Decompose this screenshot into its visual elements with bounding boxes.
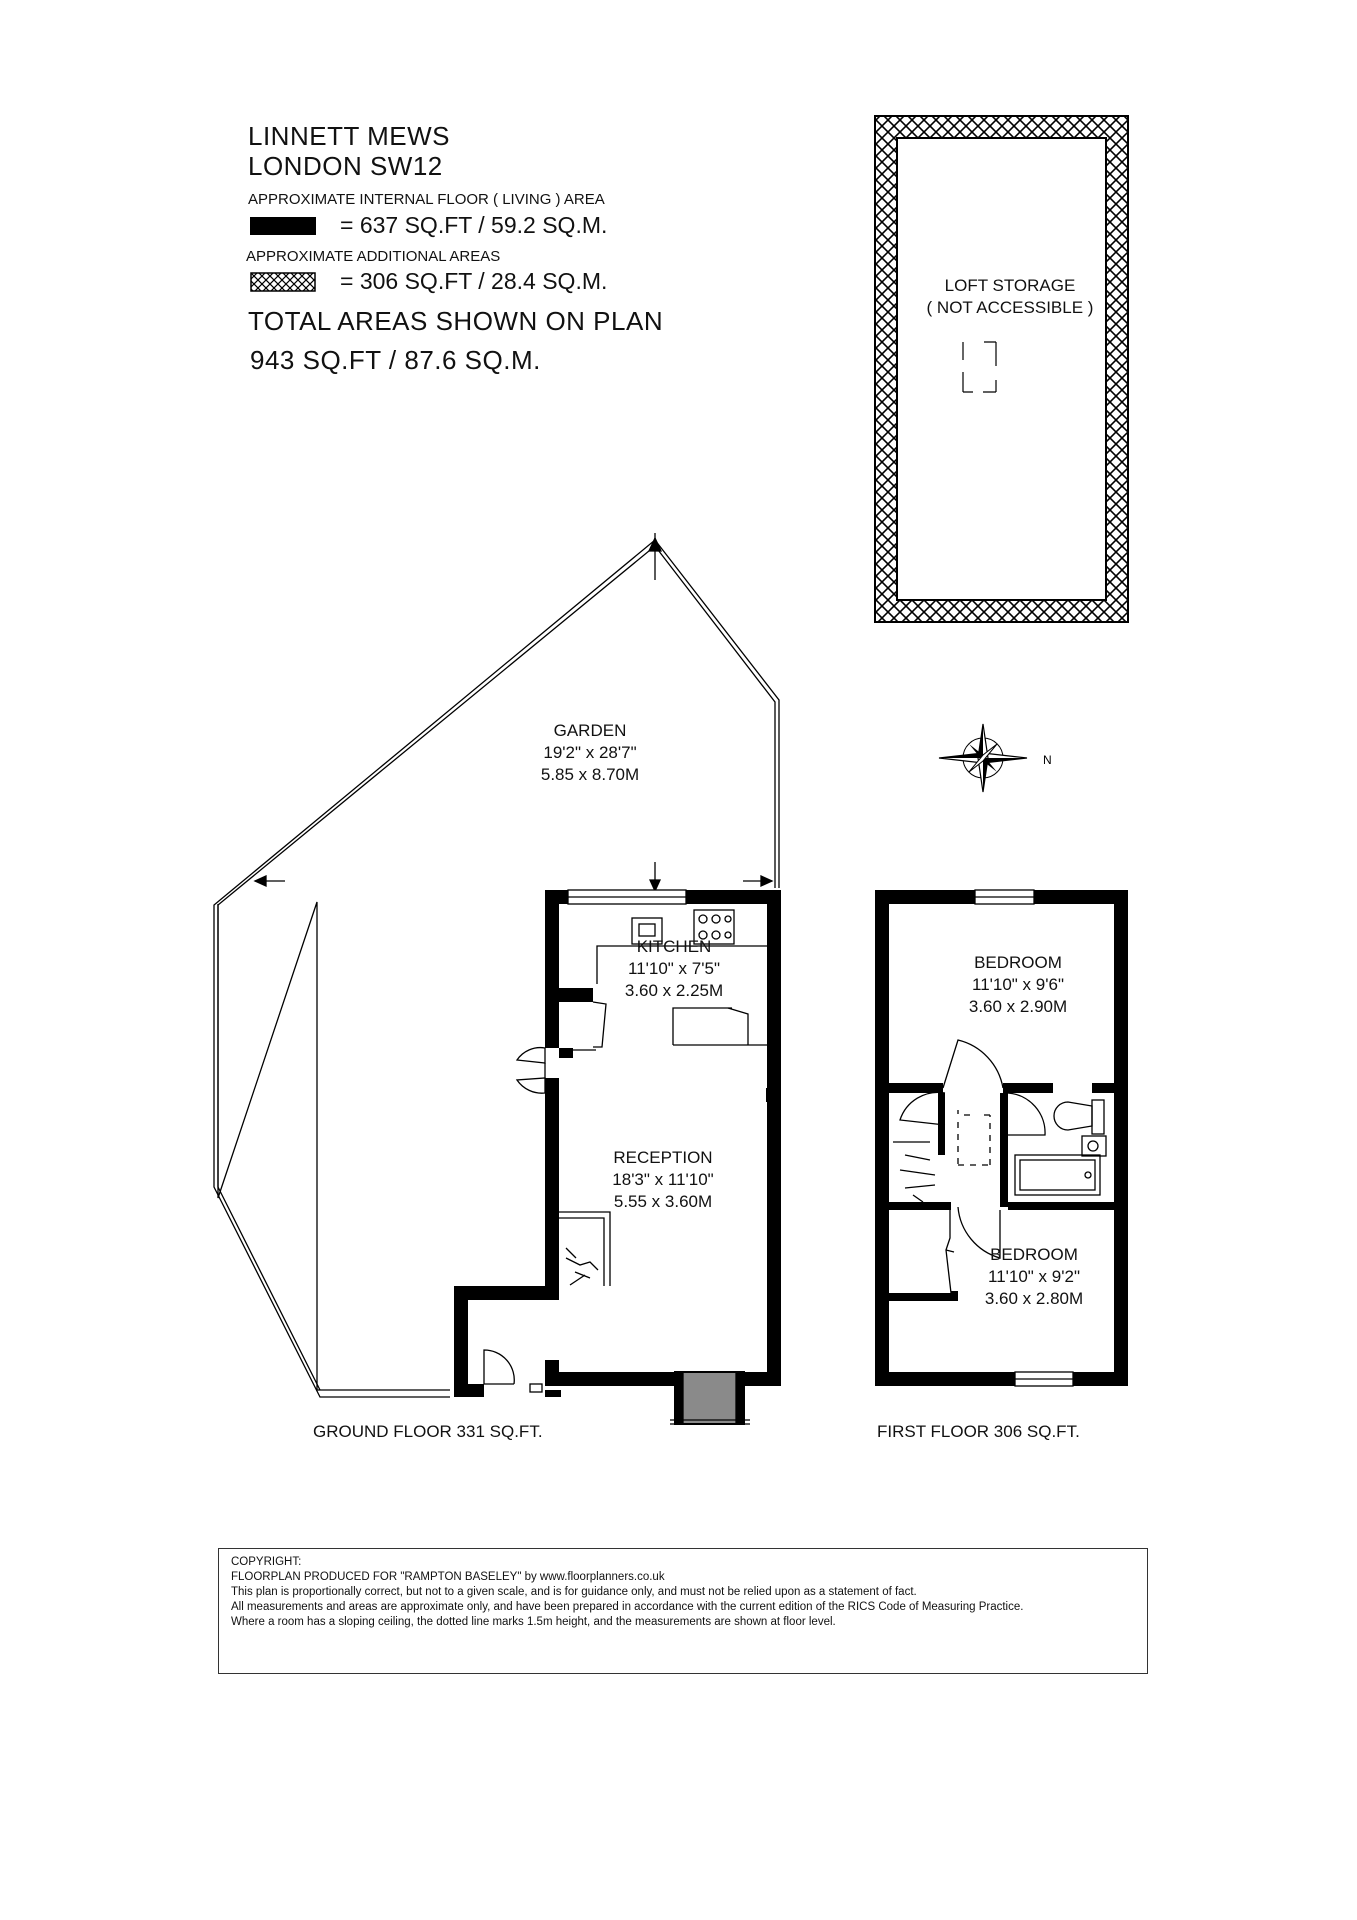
garden-metric: 5.85 x 8.70M <box>540 765 640 784</box>
reception-imperial: 18'3" x 11'10" <box>612 1170 714 1189</box>
loft-storage <box>875 116 1128 622</box>
bedroom-2-metric: 3.60 x 2.80M <box>984 1289 1084 1308</box>
additional-area-value: = 306 SQ.FT / 28.4 SQ.M. <box>340 268 608 294</box>
kitchen-name: KITCHEN <box>636 937 712 956</box>
address-line-2: LONDON SW12 <box>248 151 443 181</box>
copyright-notice <box>218 1548 1148 1674</box>
bath <box>1015 1155 1100 1195</box>
copyright-line-2: This plan is proportionally correct, but not to a given scale, and is for guidance only, and must not be relied upon as a statement of fact. <box>231 1586 917 1598</box>
total-area-label: TOTAL AREAS SHOWN ON PLAN <box>248 306 664 336</box>
garden-name: GARDEN <box>553 721 627 740</box>
compass-rose-icon <box>939 724 1027 792</box>
internal-area-value: = 637 SQ.FT / 59.2 SQ.M. <box>340 212 608 238</box>
total-area-value: 943 SQ.FT / 87.6 SQ.M. <box>250 345 541 375</box>
kitchen-imperial: 11'10" x 7'5" <box>628 959 720 978</box>
copyright-line-3: All measurements and areas are approximate only, and have been prepared in accordance with the current edition of the RICS Code of Measuring Practice. <box>231 1601 1024 1613</box>
copyright-heading: COPYRIGHT: <box>231 1556 302 1568</box>
compass-north-label: N <box>1043 753 1052 767</box>
bay-window <box>675 1372 744 1424</box>
bedroom-1-imperial: 11'10" x 9'6" <box>972 975 1064 994</box>
bedroom-1-metric: 3.60 x 2.90M <box>968 997 1068 1016</box>
loft-hatch-dotted <box>963 342 996 392</box>
reception-metric: 5.55 x 3.60M <box>613 1192 713 1211</box>
reception-name: RECEPTION <box>613 1148 713 1167</box>
bedroom-2-imperial: 11'10" x 9'2" <box>988 1267 1080 1286</box>
loft-label-line2: ( NOT ACCESSIBLE ) <box>926 298 1094 317</box>
address-line-1: LINNETT MEWS <box>248 121 450 151</box>
ground-floor-walls <box>454 890 781 1397</box>
loft-label-line1: LOFT STORAGE <box>944 276 1076 295</box>
garden-imperial: 19'2" x 28'7" <box>543 743 637 762</box>
copyright-line-4: Where a room has a sloping ceiling, the dotted line marks 1.5m height, and the measurements are shown at floor level. <box>231 1616 836 1628</box>
copyright-line-1: FLOORPLAN PRODUCED FOR "RAMPTON BASELEY" by www.floorplanners.co.uk <box>231 1571 665 1583</box>
ground-floor-caption: GROUND FLOOR 331 SQ.FT. <box>313 1422 543 1441</box>
first-floor-caption: FIRST FLOOR 306 SQ.FT. <box>877 1422 1080 1441</box>
internal-area-label: APPROXIMATE INTERNAL FLOOR ( LIVING ) AREA <box>248 191 605 208</box>
bedroom-2-name: BEDROOM <box>990 1245 1078 1264</box>
toilet <box>1054 1102 1092 1130</box>
kitchen-metric: 3.60 x 2.25M <box>624 981 724 1000</box>
basin <box>1082 1136 1106 1156</box>
bedroom-1-name: BEDROOM <box>974 953 1062 972</box>
additional-area-label: APPROXIMATE ADDITIONAL AREAS <box>246 248 501 265</box>
